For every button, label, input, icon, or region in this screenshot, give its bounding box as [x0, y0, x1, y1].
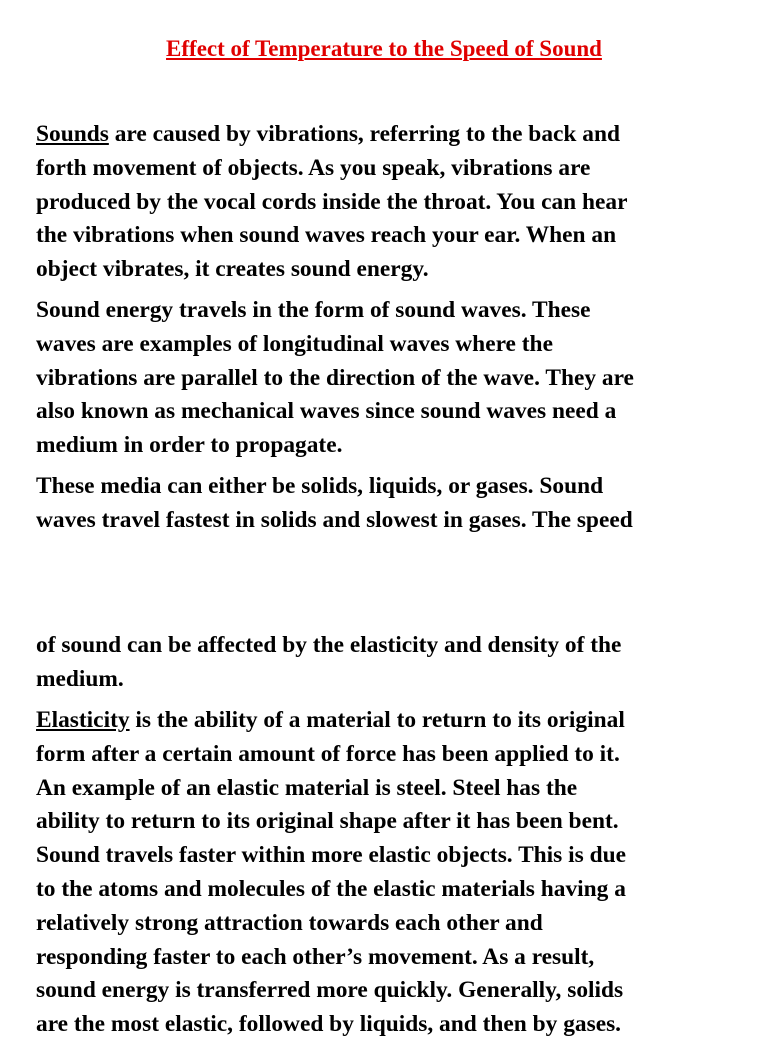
- paragraph-elasticity: [36, 704, 626, 1042]
- paragraph-sounds: [36, 118, 628, 287]
- text-line: the vibrations when sound waves reach your ear. When an: [36, 222, 617, 249]
- text-line: [36, 118, 628, 152]
- line-text: are caused by vibrations, referring to the back and: [108, 121, 620, 147]
- line-text: is the ability of a material to return to its original: [129, 707, 625, 733]
- text-line: are the most elastic, followed by liquids, and then by gases.: [36, 1011, 622, 1038]
- underlined-term: Elasticity: [36, 707, 130, 733]
- text-line: medium.: [36, 665, 124, 692]
- paragraph-media: [36, 470, 633, 538]
- text-line: forth movement of objects. As you speak, vibrations are: [36, 154, 591, 181]
- text-line: vibrations are parallel to the direction of the wave. They are: [36, 364, 634, 391]
- text-line: waves travel fastest in solids and slowest in gases. The speed: [36, 506, 633, 533]
- text-line: Sound travels faster within more elastic objects. This is due: [36, 842, 626, 869]
- text-line: medium in order to propagate.: [36, 432, 343, 459]
- text-line: [36, 704, 626, 738]
- document-title: Effect of Temperature to the Speed of Sound: [166, 36, 602, 61]
- text-line: form after a certain amount of force has been applied to it.: [36, 740, 620, 767]
- text-line: ability to return to its original shape after it has been bent.: [36, 808, 619, 835]
- text-line: Sound energy travels in the form of sound waves. These: [36, 297, 591, 323]
- text-line: produced by the vocal cords inside the throat. You can hear: [36, 188, 628, 215]
- text-line: sound energy is transferred more quickly. Generally, solids: [36, 977, 624, 1004]
- text-line: object vibrates, it creates sound energy.: [36, 256, 429, 283]
- text-line: waves are examples of longitudinal waves where the: [36, 330, 553, 357]
- paragraph-media-continued: [36, 629, 621, 697]
- underlined-term: Sounds: [36, 121, 109, 147]
- text-line: These media can either be solids, liquids, or gases. Sound: [36, 473, 604, 499]
- text-line: to the atoms and molecules of the elastic materials having a: [36, 875, 626, 902]
- text-line: of sound can be affected by the elasticity and density of the: [36, 632, 622, 658]
- text-line: responding faster to each other’s movement. As a result,: [36, 943, 595, 970]
- text-line: An example of an elastic material is steel. Steel has the: [36, 774, 578, 801]
- paragraph-sound-energy: [36, 294, 634, 463]
- text-line: also known as mechanical waves since sound waves need a: [36, 398, 617, 425]
- text-line: relatively strong attraction towards each other and: [36, 909, 543, 936]
